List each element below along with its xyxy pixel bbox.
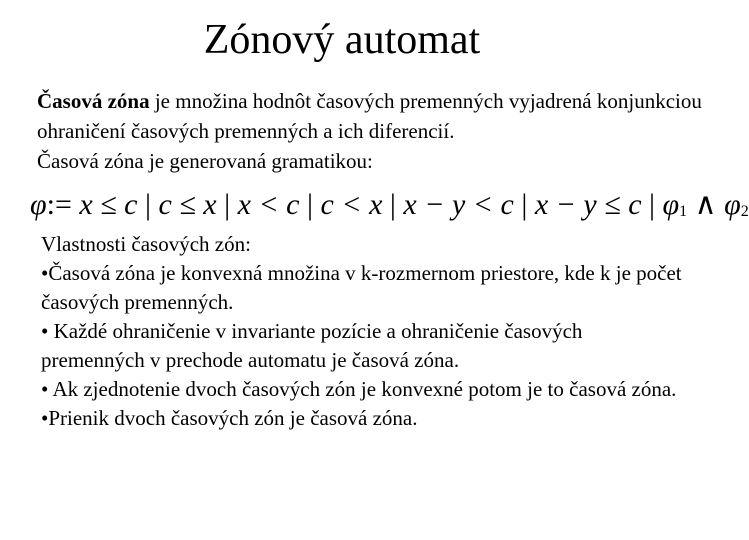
definition-text: je množina hodnôt časových premenných vyjadrená konjunkciou ohraničení časových premenných a ich diferencií.	[37, 89, 702, 143]
formula-conj-left-index: 1	[679, 203, 688, 220]
formula-lhs: φ	[30, 188, 47, 221]
slide-title: Zónový automat	[203, 17, 481, 63]
formula-alt-5: x − y < c	[403, 188, 514, 221]
formula-conj-right-index: 2	[740, 203, 749, 220]
formula-alt-3: x < c	[237, 188, 300, 221]
definition-paragraph	[37, 86, 707, 176]
property-item: • Ak zjednotenie dvoch časových zón je konvexné potom je to časová zóna.	[41, 377, 677, 401]
formula-conj-left: φ	[662, 188, 680, 221]
properties-section	[41, 230, 691, 433]
defined-term: Časová zóna	[37, 89, 150, 113]
formula-conj-right: φ	[724, 188, 741, 221]
formula-alt-6: x − y ≤ c	[534, 188, 642, 221]
property-item: •Časová zóna je konvexná množina v k-rozmernom priestore, kde k je počet časových premenných.	[41, 261, 682, 314]
formula-alt-2: c ≤ x	[158, 188, 217, 221]
formula-alt-1: x ≤ c	[79, 188, 138, 221]
formula-alt-4: c < x	[320, 188, 383, 221]
grammar-intro-line: Časová zóna je generovaná gramatikou:	[37, 149, 373, 173]
properties-heading: Vlastnosti časových zón:	[41, 232, 251, 256]
formula-assign: :=	[46, 188, 72, 221]
grammar-formula: φ:= x ≤ c | c ≤ x | x < c | c < x | x − y < c | x − y ≤ c | φ1 ∧ φ2	[30, 188, 749, 221]
property-item: • Každé ohraničenie v invariante pozície a ohraničenie časových premenných v prechode automatu je časová zóna.	[41, 319, 583, 372]
property-item: •Prienik dvoch časových zón je časová zóna.	[41, 406, 418, 430]
formula-conj-op: ∧	[694, 188, 717, 221]
